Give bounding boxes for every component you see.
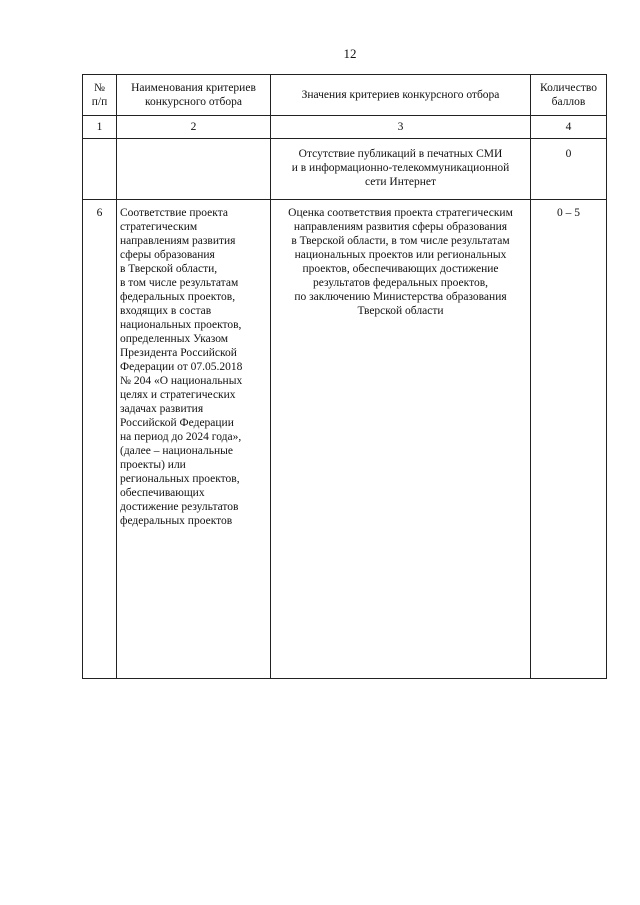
column-index-row [83, 116, 607, 139]
column-index: 3 [271, 116, 531, 139]
table-row [83, 200, 607, 679]
header-num: № п/п [83, 75, 117, 116]
column-index: 1 [83, 116, 117, 139]
row-criteria-value: Отсутствие публикаций в печатных СМИ и в информационно-телекоммуникационной сети Интернет [271, 139, 531, 200]
header-score: Количество баллов [531, 75, 607, 116]
header-criteria-value: Значения критериев конкурсного отбора [271, 75, 531, 116]
row-criteria-value: Оценка соответствия проекта стратегическим направлениям развития сферы образования в Тверской области, в том числе результатам национальных проектов или региональных проектов, обеспечивающих достижение результатов федеральных проектов, по заключению Министерства образования Тверской области [271, 200, 531, 679]
row-num: 6 [83, 200, 117, 679]
row-score: 0 – 5 [531, 200, 607, 679]
column-index: 4 [531, 116, 607, 139]
row-num [83, 139, 117, 200]
table-header-row [83, 75, 607, 116]
header-criteria-name: Наименования критериев конкурсного отбора [117, 75, 271, 116]
row-criteria-name: Соответствие проекта стратегическим направлениям развития сферы образования в Тверской области, в том числе результатам федеральных проектов, входящих в состав национальных проектов, определенных Указом Президента Российской Федерации от 07.05.2018 № 204 «О национальных целях и стратегических задачах развития Российской Федерации на период до 2024 года», (далее – национальные проекты) или региональных проектов, обеспечивающих достижение результатов федеральных проектов [117, 200, 271, 679]
criteria-table [82, 74, 607, 679]
row-score: 0 [531, 139, 607, 200]
column-index: 2 [117, 116, 271, 139]
row-criteria-name [117, 139, 271, 200]
table-row [83, 139, 607, 200]
page-number: 12 [343, 46, 357, 61]
